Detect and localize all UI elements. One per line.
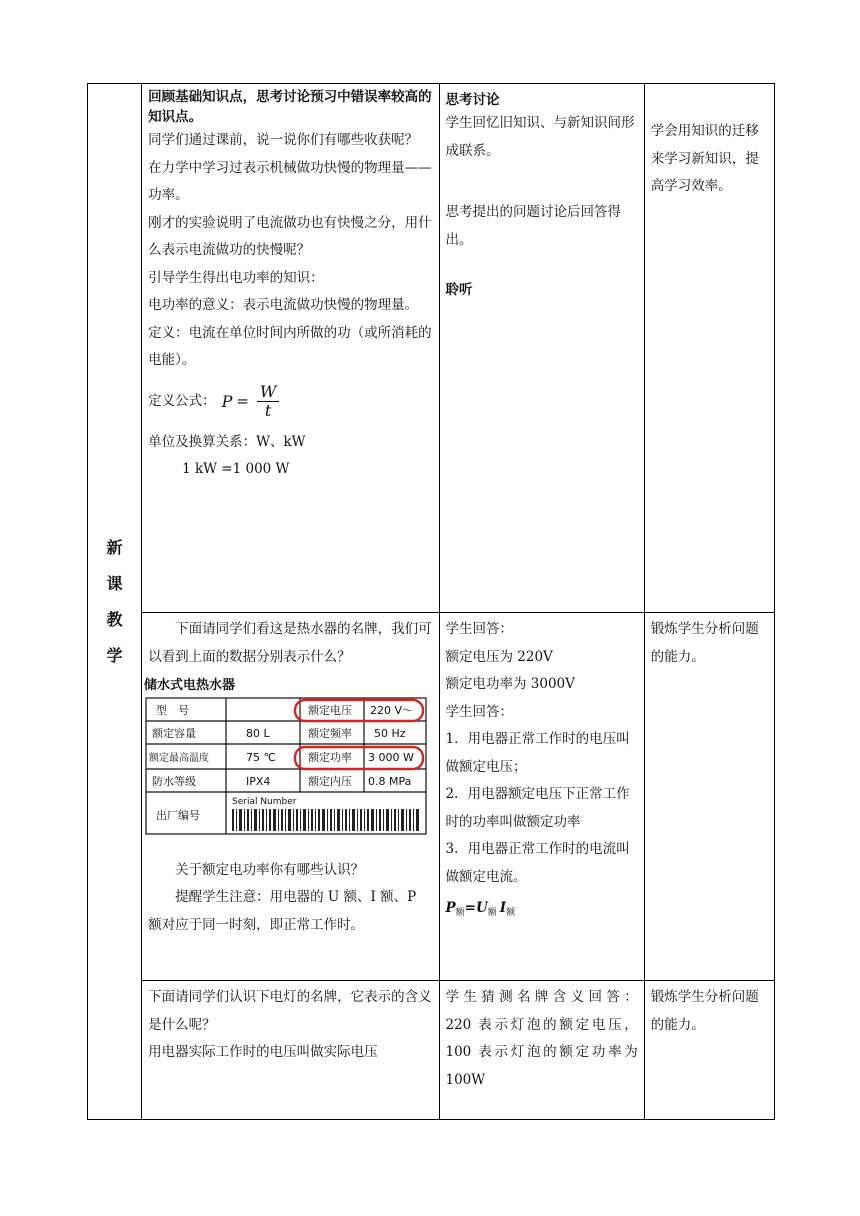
svg-text:220 V～: 220 V～ bbox=[370, 704, 414, 717]
svg-text:额定电压: 额定电压 bbox=[308, 704, 353, 717]
svg-text:Serial Number: Serial Number bbox=[232, 797, 297, 807]
section-label: 新 课 教 学 bbox=[88, 84, 142, 1120]
cell-heading: 回顾基础知识点，思考讨论预习中错误率较高的知识点。 bbox=[148, 89, 432, 125]
student-activity-cell: 思考讨论 学生回忆旧知识、与新知识间形成联系。 思考提出的问题讨论后回答得出。 聆听 bbox=[439, 84, 644, 613]
svg-text:额定最高温度: 额定最高温度 bbox=[149, 753, 210, 764]
design-intent-cell: 锻炼学生分析问题的能力。 bbox=[644, 981, 774, 1120]
rated-power-formula: $P_额=U_额$ $I_额$ bbox=[445, 900, 516, 918]
svg-text:75 ℃: 75 ℃ bbox=[246, 751, 276, 764]
table-row bbox=[88, 981, 775, 1120]
student-activity-cell: 学生回答： 额定电压为 220V 额定电功率为 3000V 学生回答： 1．用电器正常工作时的电压叫做额定电压； 2．用电器额定电压下正常工作时的功率叫做额定功率 3．用电器正常工作时的电流叫做额定电流。 $P_额=U_额$ $I_额$ bbox=[439, 613, 644, 981]
student-activity-cell: 学生猜测名牌含义回答： 220 表示灯泡的额定电压， 100 表示灯泡的额定功率为 100W bbox=[439, 981, 644, 1120]
design-intent-cell: 锻炼学生分析问题的能力。 bbox=[644, 613, 774, 981]
svg-text:防水等级: 防水等级 bbox=[152, 775, 197, 788]
teacher-activity-cell: 下面请同学们认识下电灯的名牌，它表示的含义是什么呢？ 用电器实际工作时的电压叫做实际电压 bbox=[142, 981, 439, 1120]
svg-text:额定频率: 额定频率 bbox=[308, 727, 353, 740]
table-row bbox=[88, 613, 775, 981]
water-heater-nameplate bbox=[142, 674, 432, 842]
teacher-activity-cell: 回顾基础知识点，思考讨论预习中错误率较高的知识点。 同学们通过课前，说一说你们有哪些收获呢？ 在力学中学习过表示机械做功快慢的物理量——功率。 刚才的实验说明了电流做功也有快慢之分，用什么表示电流做功的快慢呢？ 引导学生得出电功率的知识： 电功率的意义：表示电流做功快慢的物理量。 定义：电流在单位时间内所做的功（或所消耗的电能）。 定义公式： P = $\frac{W}{t}$ 单位及换算关系：W、kW 1 kW =1 000 W bbox=[142, 84, 439, 613]
svg-text:额定内压: 额定内压 bbox=[308, 775, 353, 788]
svg-text:额定功率: 额定功率 bbox=[308, 751, 353, 764]
teacher-activity-cell: 下面请同学们看这是热水器的名牌，我们可以看到上面的数据分别表示什么？ 储水式电热水器 型 号 额定电压 220 V～ 额定容量 80 L 额定频率 50 Hz 额定最高温度 75 ℃ 额定功率 3 000 W 防水等级 IPX4 额定内压 0.8 MPa 出厂编号 Serial Number 关于额定电功率你有哪些认识？ 提醒学生注意：用电器的 U 额、I 额、P 额对应于同一时刻，即正常工作时。 bbox=[142, 613, 439, 981]
svg-text:3 000 W: 3 000 W bbox=[368, 751, 414, 764]
nameplate-title: 储水式电热水器 bbox=[144, 678, 236, 693]
svg-text:出厂编号: 出厂编号 bbox=[156, 809, 201, 822]
svg-text:80 L: 80 L bbox=[246, 727, 270, 740]
svg-text:IPX4: IPX4 bbox=[246, 775, 271, 788]
svg-text:型 号: 型 号 bbox=[156, 704, 190, 717]
power-formula: 定义公式： P = $\frac{W}{t}$ bbox=[148, 375, 432, 429]
lesson-plan-table bbox=[87, 83, 775, 1120]
fraction: $\frac{W}{t}$ bbox=[257, 383, 279, 420]
svg-text:50 Hz: 50 Hz bbox=[374, 727, 406, 740]
svg-text:0.8 MPa: 0.8 MPa bbox=[368, 775, 412, 788]
design-intent-cell: 学会用知识的迁移来学习新知识，提高学习效率。 bbox=[644, 84, 774, 613]
svg-text:额定容量: 额定容量 bbox=[152, 727, 197, 740]
table-row bbox=[88, 84, 775, 613]
